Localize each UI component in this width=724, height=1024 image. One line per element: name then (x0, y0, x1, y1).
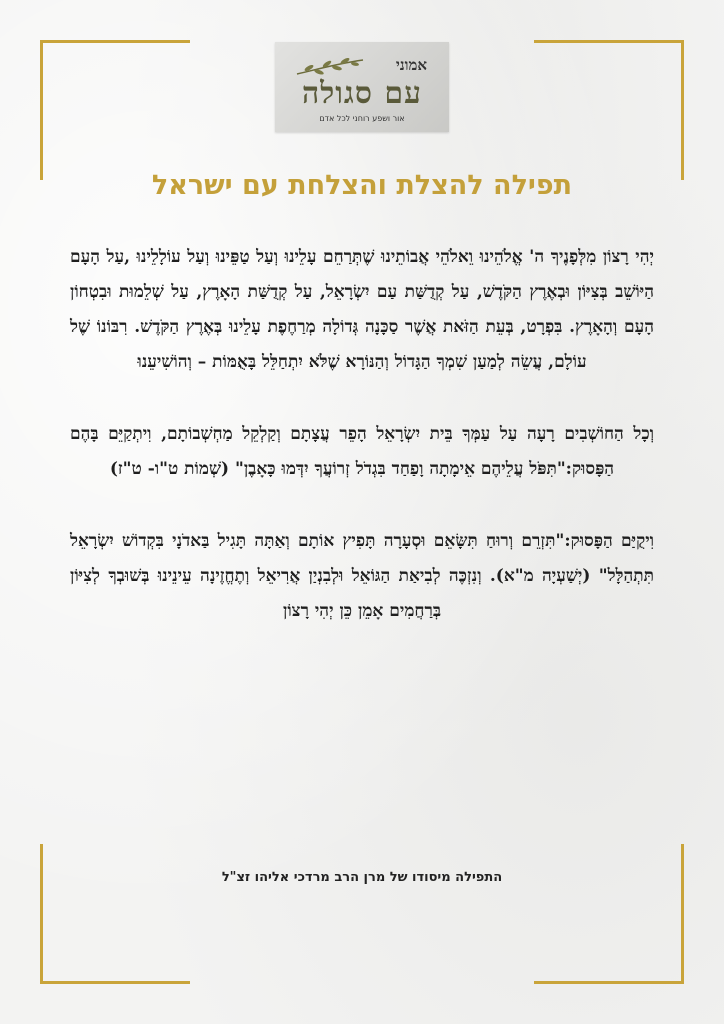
page-title: תפילה להצלת והצלחת עם ישראל (151, 170, 573, 201)
corner-frame-top-right-vertical (681, 40, 684, 180)
logo-main-text: עם סגולה (301, 76, 423, 111)
corner-frame-bottom-left-vertical (40, 844, 43, 984)
corner-frame-top-right-horizontal (534, 40, 684, 43)
logo (275, 42, 449, 132)
corner-frame-top-left-horizontal (40, 40, 190, 43)
corner-frame-bottom-left-horizontal (40, 981, 190, 984)
prayer-paragraph-1: יְהִי רָצוֹן מִלְּפָנֶיךָ ה' אֱלֹהֵינוּ וֵאלֹהֵי אֲבוֹתֵינוּ שֶׁתְּרַחֵם עָלֵינוּ וְעַל טַפֵּינוּ וְעַל עוֹלָלֵינוּ ,עַל הָעָם הַיּוֹשֵׁב בְּצִיּוֹן וּבְאֶרֶץ הַקֹּדֶשׁ, עַל קְדֻשַּׁת עַם יִשְׂרָאֵל, עַל קְדֻשַּׁת הָאָרֶץ, עַל שְׁלֵמוּת וּבִטְחוֹן הָעָם וְהָאָרֶץ. בִּפְרָט, בְּעֵת הַזֹּאת אֲשֶׁר סַכָּנָה גְּדוֹלָה מְרַחֶפֶת עָלֵינוּ בְּאֶרֶץ הַקֹּדֶשׁ. רִבּוֹנוֹ שֶׁל עוֹלָם, עֲשֵׂה לְמַעַן שִׁמְךָ הַגָּדוֹל וְהַנּוֹרָא שֶׁלֹּא יִתְחַלֵּל בָּאֻמּוֹת – וְהוֹשִׁיעֵנוּ (70, 247, 654, 372)
footer-attribution: התפילה מיסודו של מרן הרב מרדכי אליהו זצ"ל (221, 870, 503, 885)
logo-top-text: אמוני (395, 56, 427, 74)
prayer-body (70, 240, 654, 666)
logo-sub-text: אור ושפע רוחני לכל אדם (319, 114, 405, 123)
corner-frame-top-left-vertical (40, 40, 43, 180)
prayer-paragraph-2: וְכָל הַחוֹשְׁבִים רָעָה עַל עַמְּךָ בֵּית יִשְׂרָאֵל הָפֵר עֲצָתָם וְקַלְקֵל מַחְשְׁבוֹתָם, וִיתְקַיֵּם בָּהֶם הַפָּסוּק:"תִּפֹּל עֲלֵיהֶם אֵימָתָה וָפַחַד בִּגְדֹל זְרוֹעֲךָ יִדְּמוּ כָּאָבֶן" (שְׁמוֹת ט"ו- ט"ז) (70, 424, 654, 479)
corner-frame-bottom-right-vertical (681, 844, 684, 984)
prayer-paragraph-3: וִיקֻיַּם הַפָּסוּק:"תִּזְרֵם וְרוּחַ תִּשָּׂאֵם וּסְעָרָה תָּפִיץ אוֹתָם וְאַתָּה תָּגִיל בַּאדֹנָי בִּקְדוֹשׁ יִשְׂרָאֵל תִּתְהַלָּל" (יְשַׁעְיָה מ"א). וְנִזְכֶּה לְבִיאַת הַגּוֹאֵל וּלְבִנְיַן אֲרִיאֵל וְתֶחֱזֶינָה עֵינֵינוּ בְּשׁוּבְךָ לְצִיּוֹן בְּרַחֲמִים אָמֵן כֵּן יְהִי רָצוֹן (70, 531, 654, 621)
corner-frame-bottom-right-horizontal (534, 981, 684, 984)
olive-branch-icon (295, 56, 365, 78)
